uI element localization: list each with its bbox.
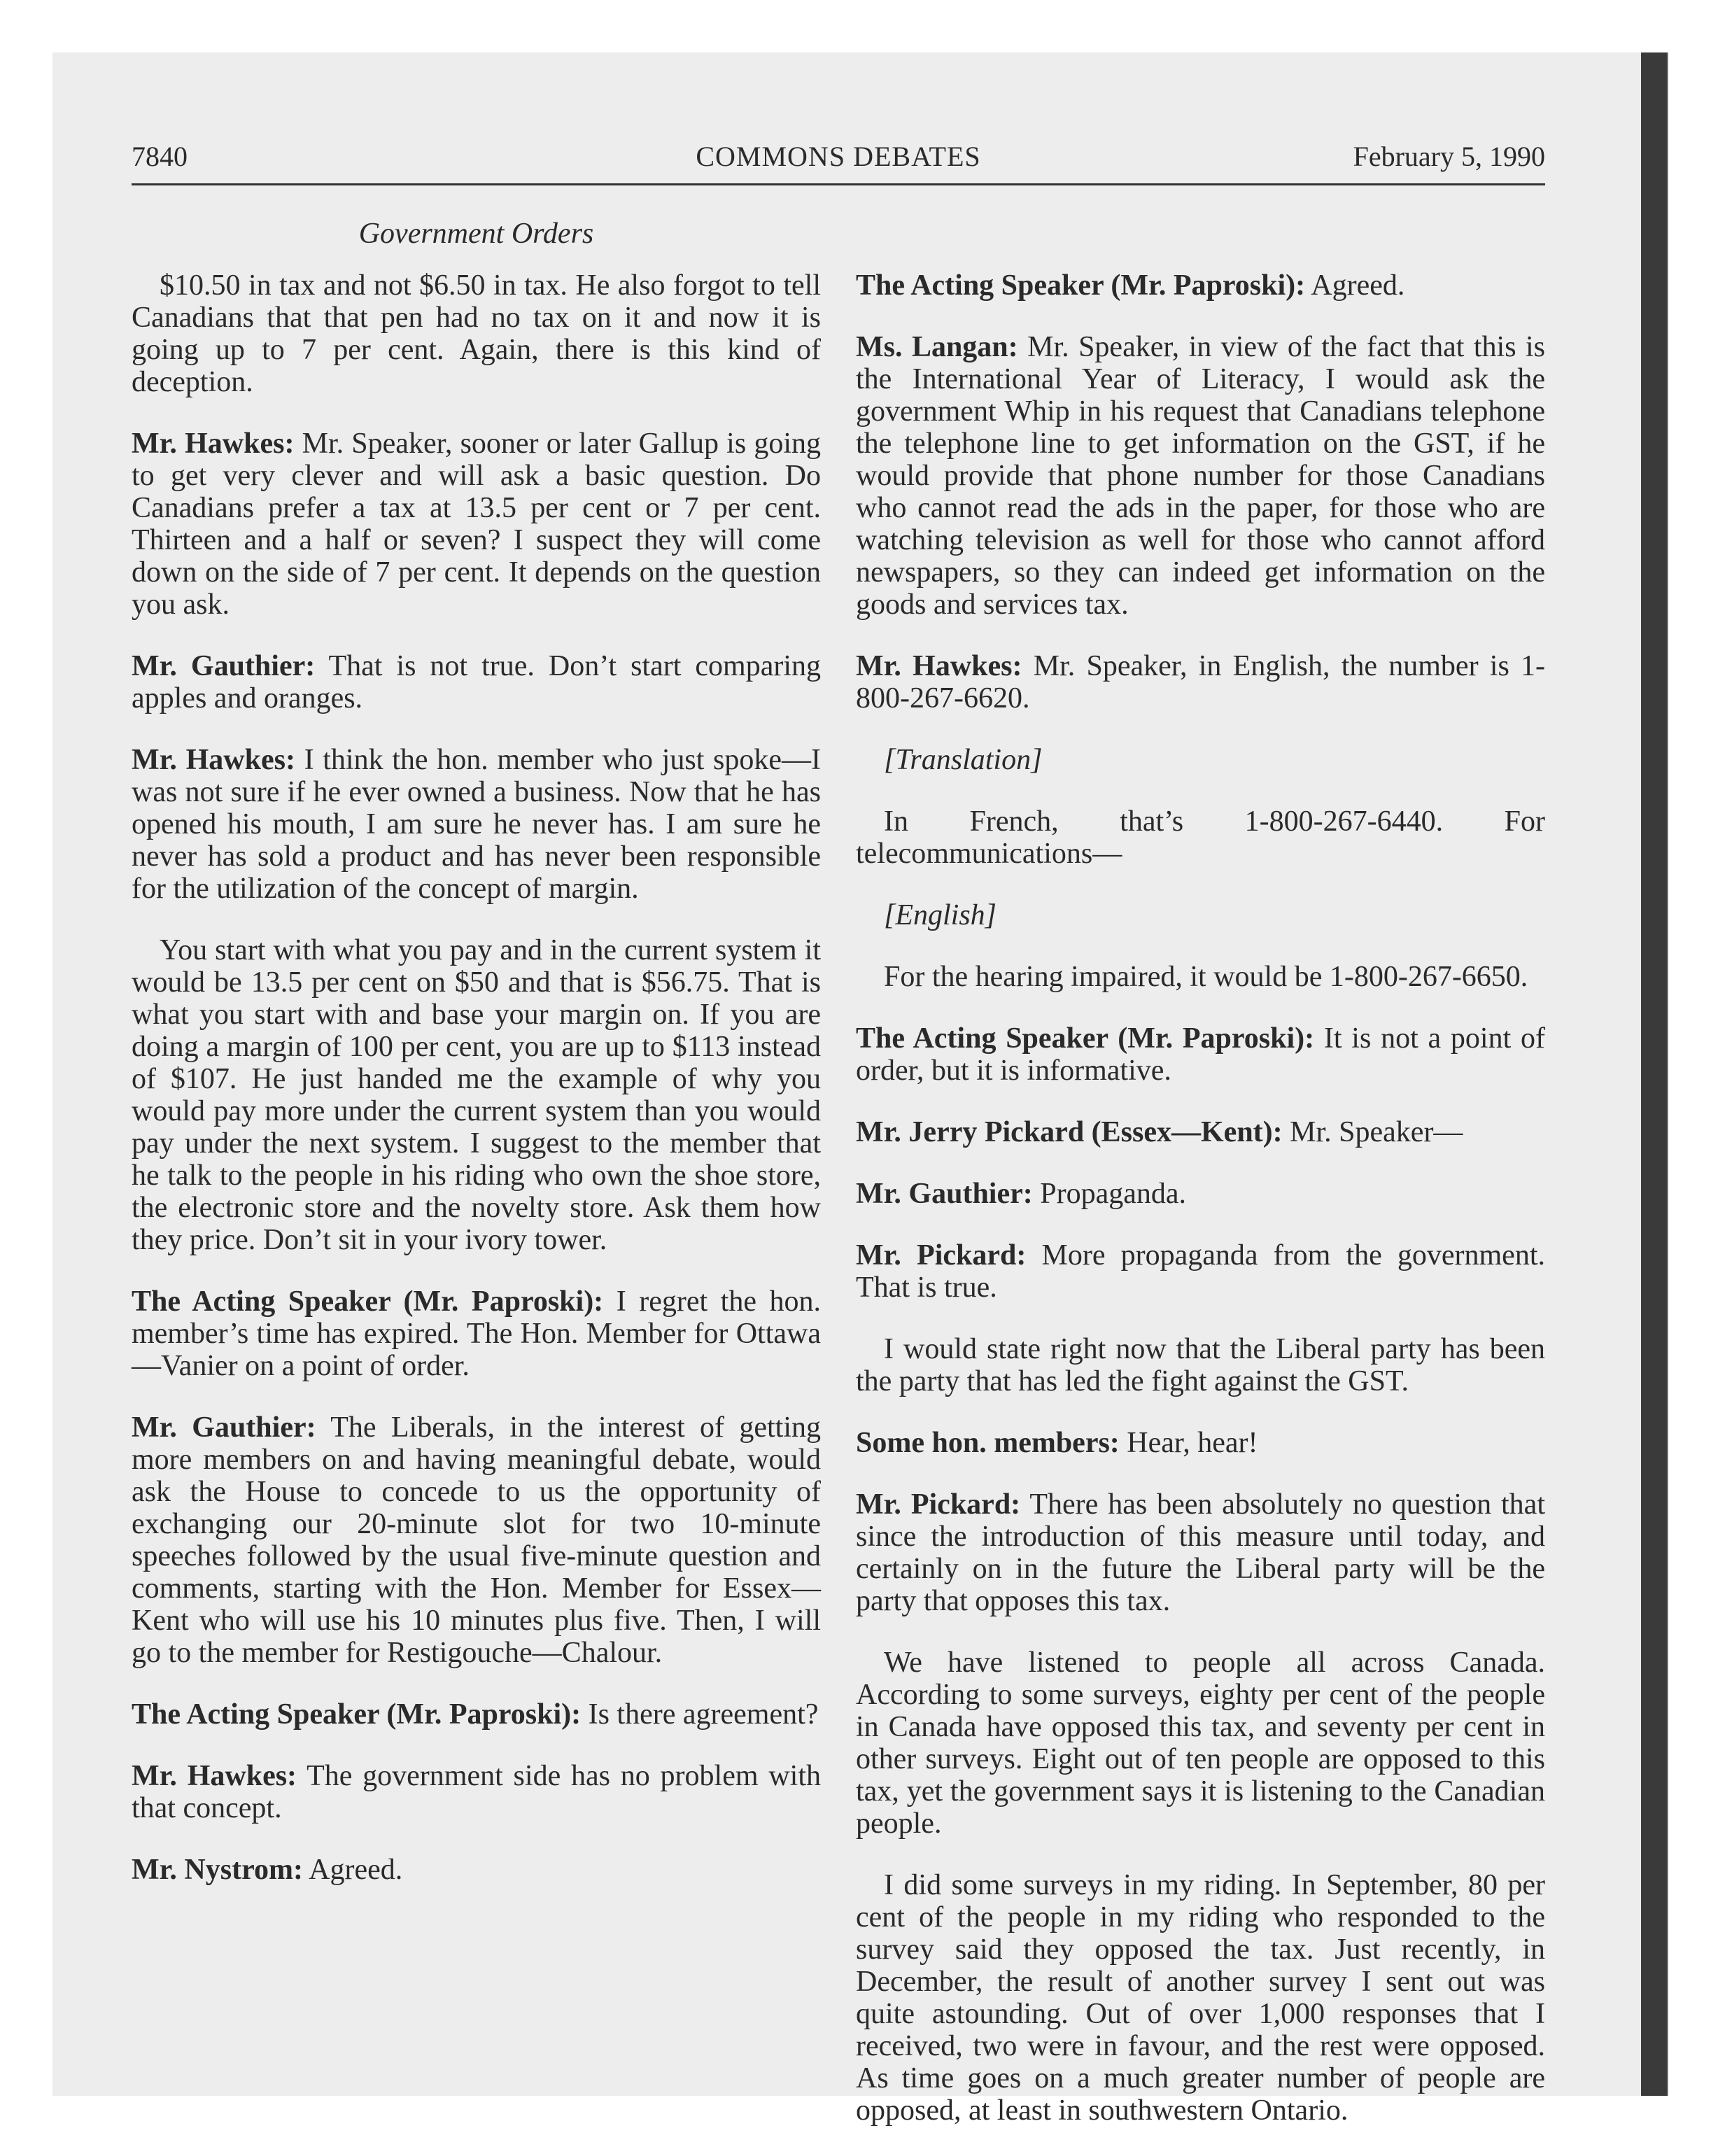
publication-title: COMMONS DEBATES	[696, 141, 981, 172]
paragraph	[856, 1427, 1545, 1459]
speech-text: More propaganda from the government. That is true.	[856, 1239, 1545, 1304]
section-title: Government Orders	[358, 218, 594, 250]
right-column	[856, 269, 1545, 2156]
speech-text: I would state right now that the Liberal party has been the party that has led the fight against the GST.	[856, 1333, 1545, 1397]
paragraph	[856, 331, 1545, 621]
speech-text: Hear, hear!	[1127, 1427, 1258, 1459]
left-column	[132, 269, 821, 1915]
speech-text: Mr. Speaker, in view of the fact that this is the International Year of Literacy, I would ask the government Whip in his request that Canadians telephone the telephone line to get information on the GST, if he would provide that phone number for those Canadians who cannot read the ads in the paper, for those who are watching television as well for those who cannot afford newspapers, so they can indeed get information on the goods and services tax.	[856, 331, 1545, 621]
speech-text: Is there agreement?	[588, 1698, 819, 1731]
speech-text: In French, that’s 1-800-267-6440. For telecommunications—	[856, 805, 1545, 870]
paragraph	[856, 805, 1545, 870]
paragraph	[132, 1698, 821, 1731]
speaker-name: The Acting Speaker (Mr. Paproski):	[132, 1285, 604, 1318]
speaker-name: Mr. Pickard:	[856, 1239, 1027, 1271]
paragraph	[132, 1411, 821, 1669]
paragraph	[132, 269, 821, 398]
speech-text: $10.50 in tax and not $6.50 in tax. He also forgot to tell Canadians that that pen had no tax on it and now it is going up to 7 per cent. Again, there is this kind of deception.	[132, 269, 821, 398]
speaker-name: The Acting Speaker (Mr. Paproski):	[856, 269, 1306, 302]
speaker-name: Mr. Nystrom:	[132, 1854, 303, 1886]
speaker-name: Mr. Hawkes:	[856, 650, 1022, 682]
paragraph	[856, 1239, 1545, 1304]
paragraph	[856, 899, 1545, 931]
speech-text: There has been absolutely no question that since the introduction of this measure until today, and certainly on in the future the Liberal party will be the party that opposes this tax.	[856, 1488, 1545, 1617]
paragraph	[856, 961, 1545, 993]
speaker-name: Mr. Hawkes:	[132, 744, 295, 776]
speaker-name: Mr. Pickard:	[856, 1488, 1021, 1521]
paragraph	[856, 269, 1545, 302]
speech-text: The government side has no problem with that concept.	[132, 1760, 821, 1824]
speech-text: Mr. Speaker—	[1290, 1116, 1463, 1148]
speech-text: Agreed.	[1311, 269, 1405, 302]
speech-text: The Liberals, in the interest of getting more members on and having meaningful debate, would ask the House to concede to us the opportunity of exchanging our 20-minute slot for two 10-minute speeches followed by the usual five-minute question and comments, starting with the Hon. Member for Essex—Kent who will use his 10 minutes plus five. Then, I will go to the member for Restigouche—Chalour.	[132, 1411, 822, 1669]
speech-text: We have listened to people all across Canada. According to some surveys, eighty per cent of the people in Canada have opposed this tax, and seventy per cent in other surveys. Eight out of ten people are opposed to this tax, yet the government says it is listening to the Canadian people.	[856, 1647, 1545, 1840]
paragraph	[132, 744, 821, 905]
speaker-name: Mr. Gauthier:	[132, 1411, 316, 1444]
header-rule	[132, 183, 1545, 185]
speaker-name: Ms. Langan:	[856, 331, 1018, 363]
speaker-name: Mr. Jerry Pickard (Essex—Kent):	[856, 1116, 1283, 1148]
language-marker: [Translation]	[884, 744, 1043, 776]
paragraph	[132, 1854, 821, 1886]
paragraph	[856, 1116, 1545, 1148]
speech-text: Mr. Speaker, in English, the number is 1-800-267-6620.	[856, 650, 1546, 714]
speaker-name: Mr. Hawkes:	[132, 1760, 297, 1792]
speech-text: Mr. Speaker, sooner or later Gallup is going to get very clever and will ask a basic question. Do Canadians prefer a tax at 13.5 per cent or 7 per cent. Thirteen and a half or seven? I suspect they will come down on the side of 7 per cent. It depends on the question you ask.	[132, 428, 822, 621]
speech-text: It is not a point of order, but it is informative.	[856, 1022, 1545, 1087]
paragraph	[856, 1488, 1545, 1617]
speech-text: You start with what you pay and in the current system it would be 13.5 per cent on $50 and that is $56.75. That is what you start with and base your margin on. If you are doing a margin of 100 per cent, you are up to $113 instead of $107. He just handed me the example of why you would pay more under the current system than you would pay under the next system. I suggest to the member that he talk to the people in his riding who own the shoe store, the electronic store and the novelty store. Ask them how they price. Don’t sit in your ivory tower.	[132, 934, 821, 1256]
speaker-name: Mr. Gauthier:	[132, 650, 316, 682]
paragraph	[132, 650, 821, 714]
speech-text: I did some surveys in my riding. In September, 80 per cent of the people in my riding who responded to the survey said they opposed the tax. Just recently, in December, the result of another survey I sent out was quite astounding. Out of over 1,000 responses that I received, two were in favour, and the rest were opposed. As time goes on a much greater number of people are opposed, at least in southwestern Ontario.	[856, 1869, 1545, 2127]
speech-text: Propaganda.	[1040, 1178, 1187, 1210]
speaker-name: The Acting Speaker (Mr. Paproski):	[132, 1698, 582, 1731]
speaker-name: Some hon. members:	[856, 1427, 1120, 1459]
paragraph	[856, 744, 1545, 776]
paragraph	[132, 1285, 821, 1382]
paragraph	[856, 1647, 1545, 1840]
paragraph	[132, 428, 821, 621]
paragraph	[132, 1760, 821, 1824]
paragraph	[856, 650, 1545, 714]
speech-text: I think the hon. member who just spoke—I was not sure if he ever owned a business. Now that he has opened his mouth, I am sure he never has. I am sure he never has sold a product and has never been responsible for the utilization of the concept of margin.	[132, 744, 822, 905]
speaker-name: Mr. Gauthier:	[856, 1178, 1033, 1210]
speech-text: That is not true. Don’t start comparing apples and oranges.	[132, 650, 821, 714]
page-number: 7840	[132, 141, 188, 172]
speaker-name: The Acting Speaker (Mr. Paproski):	[856, 1022, 1315, 1055]
speech-text: Agreed.	[309, 1854, 403, 1886]
publication-date: February 5, 1990	[1353, 141, 1545, 172]
paragraph	[856, 1022, 1545, 1087]
speaker-name: Mr. Hawkes:	[132, 428, 295, 460]
binding-edge	[1641, 52, 1668, 2096]
language-marker: [English]	[884, 899, 997, 931]
paragraph	[856, 1869, 1545, 2127]
speech-text: I regret the hon. member’s time has expired. The Hon. Member for Ottawa—Vanier on a point of order.	[132, 1285, 821, 1382]
paragraph	[856, 1333, 1545, 1397]
page-header	[132, 140, 1545, 182]
paragraph	[856, 1178, 1545, 1210]
speech-text: For the hearing impaired, it would be 1-800-267-6650.	[884, 961, 1528, 993]
paragraph	[132, 934, 821, 1256]
